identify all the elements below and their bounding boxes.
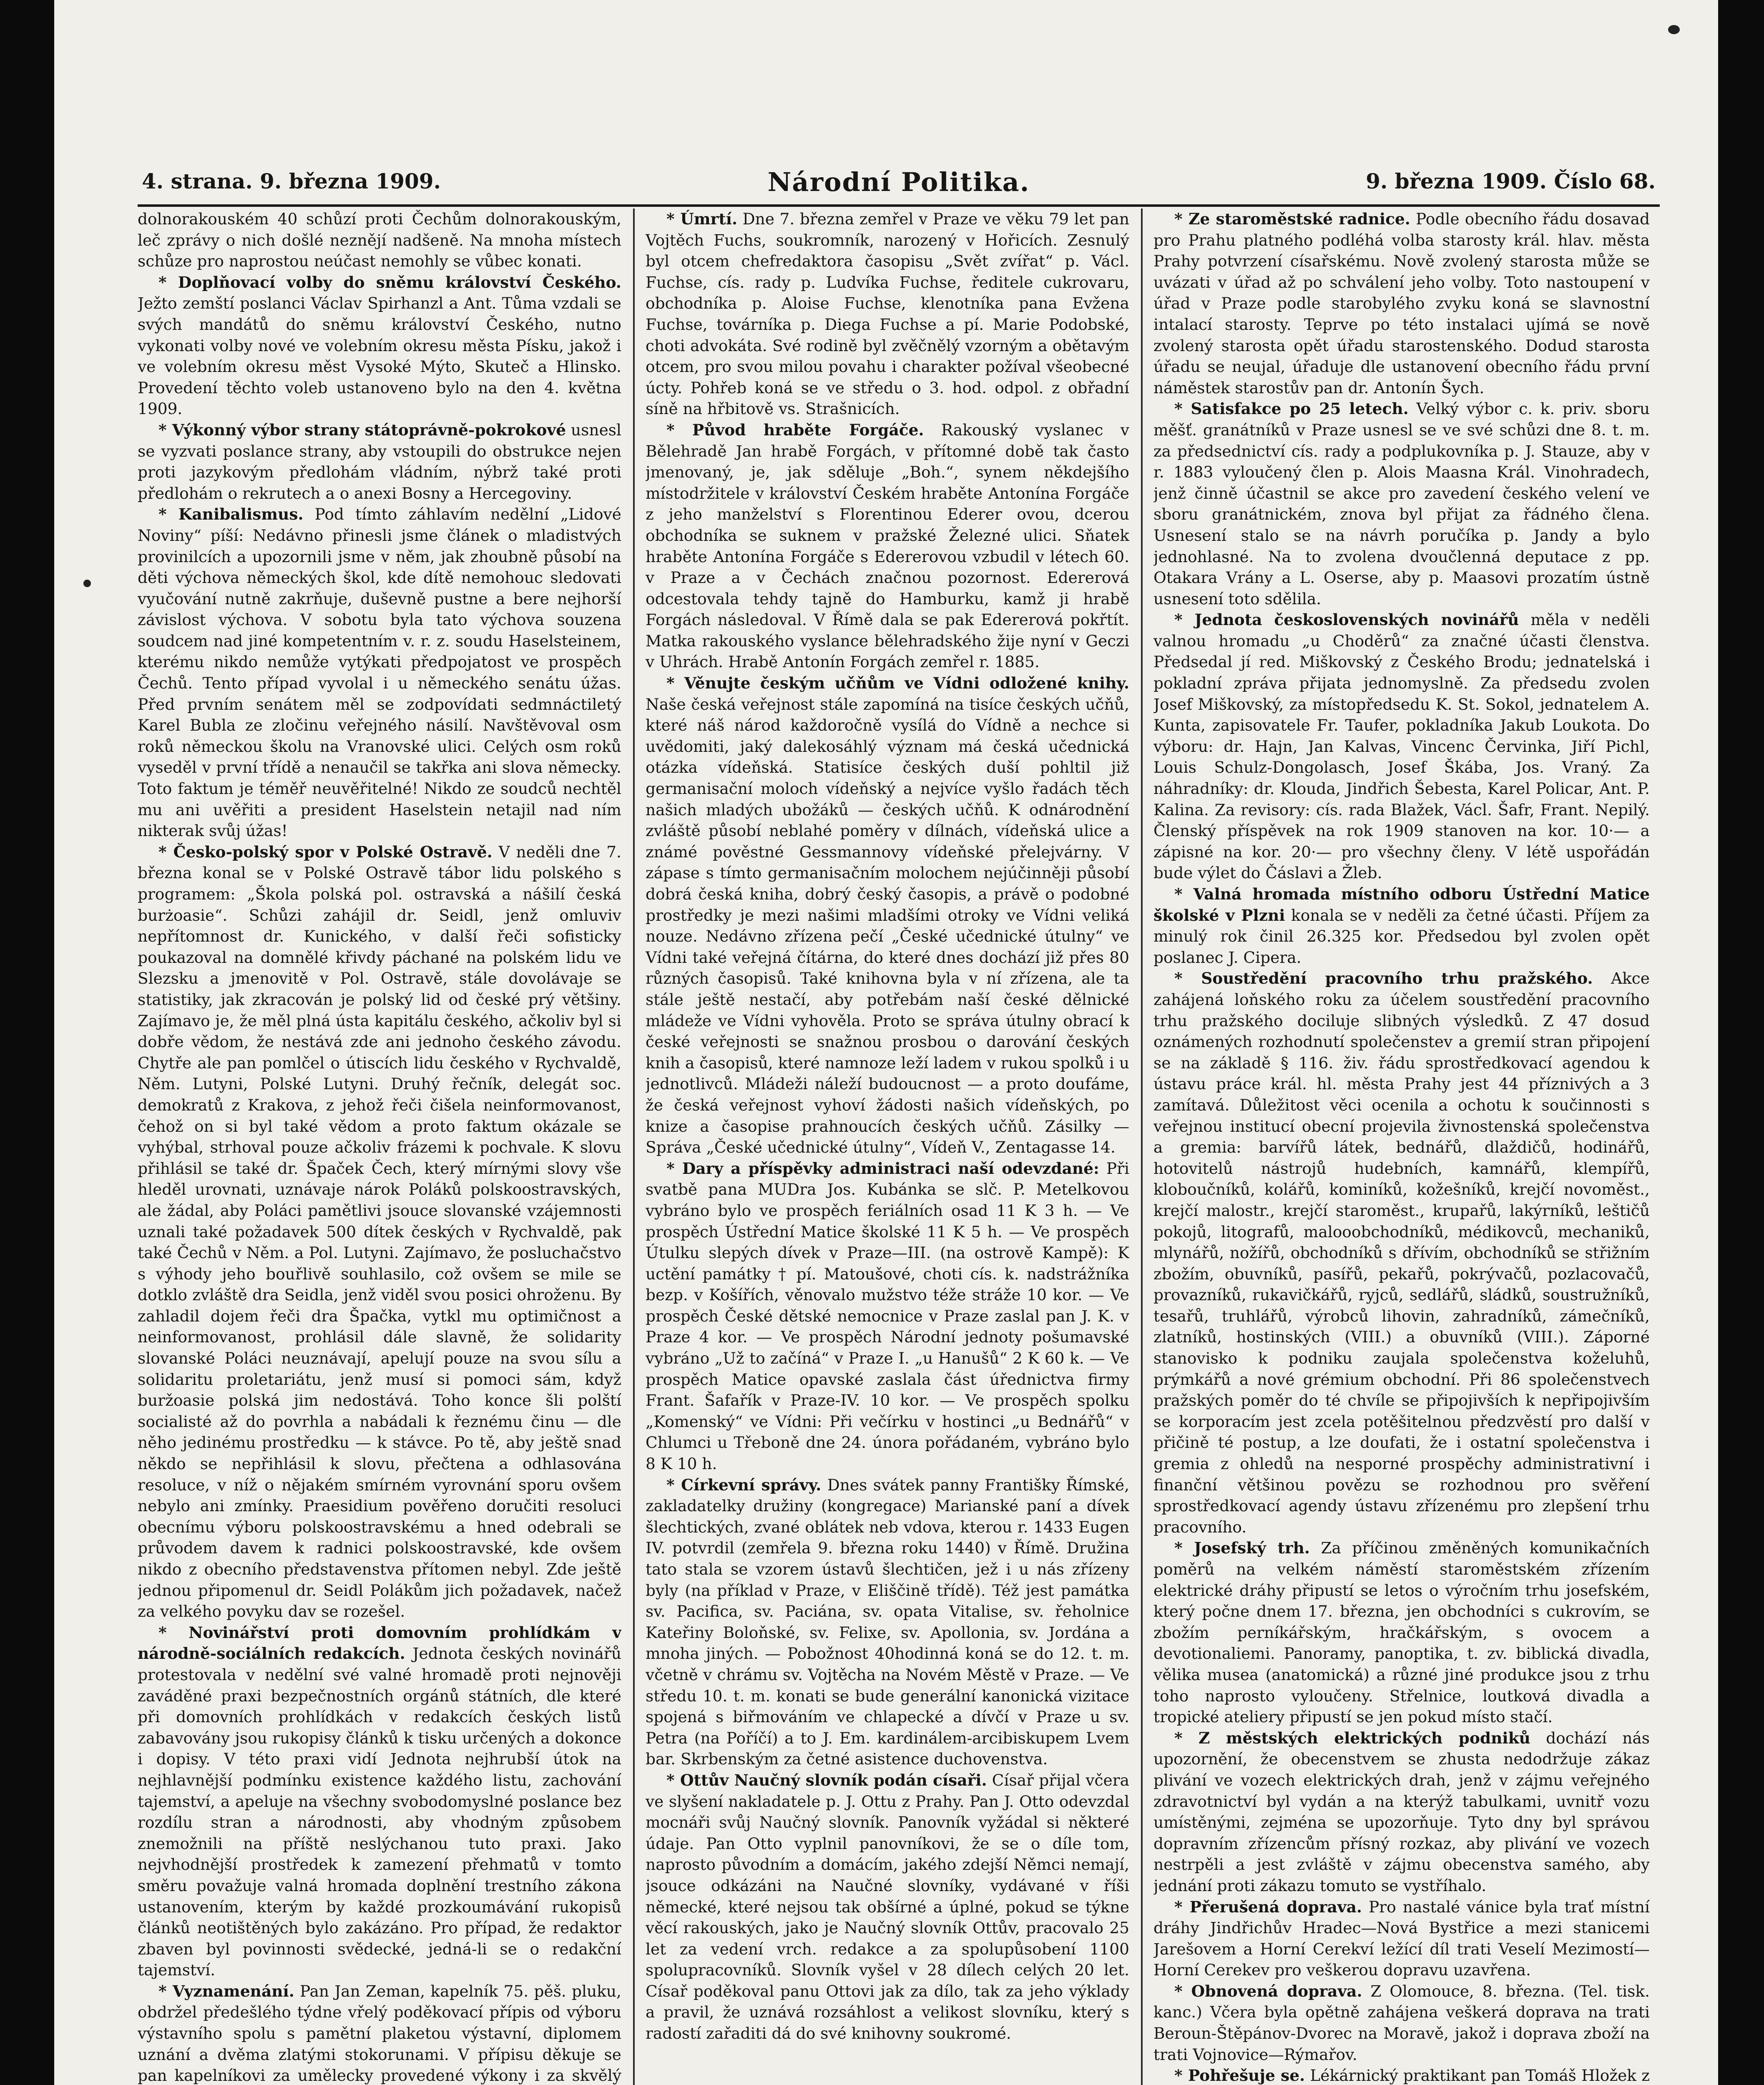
- news-item: [1153, 609, 1650, 884]
- news-item-heading: * Dary a příspěvky administraci naší odevzdané:: [666, 1159, 1099, 1178]
- news-item: [138, 1622, 621, 1981]
- news-item: [1153, 208, 1650, 398]
- news-item: [138, 208, 621, 272]
- news-item-text: Naše česká veřejnost stále zapomíná na tisíce českých učňů, které náš národ každoročně vysílá do Vídně a nechce si uvědomiti, jaký dalekosáhlý význam má česká učednická otázka vídeňská. Statisíce českých duší pohltil již germanisační moloch vídeňský a nejvíce vyšlo řadách těch našich mladých ubožáků — českých učňů. K odnárodnění zvláště působí neblahé poměry v dílnách, vídeňská ulice a známé pověstné Gessmannovy vídeňské přelejvárny. V zápase s tímto germanisačním molochem nejúčinněji působí dobrá česká kniha, dobrý český časopis, a právě o podobné prostředky je mezi našimi mladšími otroky ve Vídni veliká nouze. Nedávno zřízena pečí „České učednické útulny“ ve Vídni také veřejná čítárna, do které dnes dochází již přes 80 různých časopisů. Také knihovna byla v ní zřízena, ale ta stále ještě nestačí, aby potřebám naší české dělnické mládeže ve Vídni vyhověla. Proto se správa útulny obrací k české veřejnosti se snažnou prosbou o darování českých knih a časopisů, které namnoze leží ladem v rukou spolků i u jednotlivců. Mládeži náleží budoucnost — a proto doufáme, že česká veřejnost vyhoví žádosti našich vídeňských, po knize a časopise prahnoucích českých učňů. Zásilky — Správa „České učednické útulny“, Vídeň V., Zentagasse 14.: [646, 695, 1129, 1157]
- news-item: [1153, 1897, 1650, 1981]
- column-3: [1153, 208, 1650, 2085]
- news-item-text: V neděli dne 7. března konal se v Polské Ostravě tábor lidu polského s programem: „Škola polská pol. ostravská a nášilí česká burżoasie“. Schůzi zahájil dr. Seidl, jenž omluviv nepřítomnost dr. Kunického, v další řeči sofisticky poukazoval na domnělé křivdy páchané na polském lidu ve Slezsku a jmenovitě v Pol. Ostravě, stále dovolávaje se statistiky, jak zkracován je polský lid od české prý většiny. Zajímavo je, že měl plná ústa kapitálu českého, ačkoliv byl si dobře vědom, že nestává zde ani jednoho českého závodu. Chytře ale pan pomlčel o útiscích lidu českého v Rychvaldě, Něm. Lutyni, Polské Lutyni. Druhý řečník, delegát soc. demokratů z Krakova, z jehož řeči čišela neinformovanost, čehož on si byl také vědom a proto faktum okázale se vyhýbal, strhoval pouze ačkoliv frázemi k pochvale. K slovu přihlásil se také dr. Špaček Čech, který mírnými slovy vše hleděl urovnati, uznávaje nárok Poláků polskoostravských, ale žádal, aby Poláci pamětlivi jsouce slovanské vzájemnosti uznali také požadavek 500 dítek českých v Rychvaldě, pak také Čechů v Něm. a Pol. Lutyni. Zajímavo, že posluchačstvo s výhody jeho bouřlivě souhlasilo, což ovšem se mile se dotklo zvláště dra Seidla, jenž viděl svou posici ohroženu. By zahladil dojem řeči dra Špačka, vytkl mu optimičnost a neinformovanost, prohlásil dále slavně, že solidarity slovanské Poláci neuznávají, apelují pouze na svou sílu a solidaritu proletariátu, jenž musí si pomoci sám, když buržoasie polská jim nedostává. Toho konce šli polští socialisté až do povrhla a nabádali k řeznému činu — dle něho jedinému prostředku — k stávce. Po tě, aby ještě snad někdo se nepřihlásil k slovu, přečtena a odhlasována resoluce, v níž o nějakém smírném vyrovnání sporu ovšem nebylo ani zmínky. Praesidium pověřeno doručiti resoluci obecnímu výboru polskoostravskému a hned odebrali se průvodem davem k radnici polskoostravské, kde ovšem nikdo z obecního představenstva přítomen nebyl. Zde ještě jednou připomenul dr. Seidl Polákům jich požadavek, načež za velkého povyku dav se rozešel.: [138, 842, 621, 1621]
- news-item-heading: * Ze staroměstské radnice.: [1174, 210, 1410, 228]
- news-item: [138, 1981, 621, 2085]
- news-item: [1153, 1981, 1650, 2065]
- news-item-text: Akce zahájená loňského roku za účelem soustředění pracovního trhu pražského dociluje slibných výsledků. Z 47 dosud oznámených rozhodnutí společenstev a gremií stran připojení se na základě § 116. živ. řádu sprostředkovací agendou k ústavu práce král. hl. města Prahy jest 44 příznivých a 3 zamítavá. Důležitost věci ocenila a ochotu k součinnosti s veřejnou institucí obecní projevila živnostenská společenstva a gremia: barvířů látek, bednářů, dlaždičů, hodinářů, hotovitelů nástrojů hudebních, kamnářů, klempířů, kloboučníků, kolářů, kominíků, kožešníků, krejčí novoměst., krejčí malostr., krejčí staroměst., krupařů, lakýrníků, leštičů pokojů, litografů, malooobchodníků, médikovců, mechaniků, mlynářů, nožířů, obchodníků s dřívím, obchodníků se střižním zbožím, obuvníků, pasířů, pekařů, pokrývačů, pozlacovačů, provazníků, rukavičkářů, ryjců, sedlářů, sládků, soustružníků, tesařů, truhlářů, výrobců lihovin, zahradníků, zámečníků, zlatníků, hostinských (VIII.) a obuvníků (VIII.). Záporné stanovisko k podniku zaujala společenstva koželuhů, prýmkářů a nové grémium obchodní. Při 86 společenstvech pražských poměr do té chvíle se připojivších k nepřipojivším se korporacím jest zcela potěšitelnou předzvěstí pro další v přičině té postup, a lze doufati, že i ostatní společenstva i gremia z ohledů na nesporné prospěchy administrativní i finanční většinou povězu se rozhodnou pro svěření sprostředkovací agendy ústavu zřízenému pro zlepšení trhu pracovního.: [1153, 969, 1650, 1536]
- newspaper-page: [54, 0, 1718, 2085]
- news-item: [1153, 884, 1650, 968]
- news-item-heading: * Česko-polský spor v Polské Ostravě.: [158, 842, 493, 861]
- news-item-heading: * Novinářství proti domovním prohlídkám v národně-sociálních redakcích.: [138, 1623, 621, 1663]
- news-item-text: dolnorakouském 40 schůzí proti Čechům dolnorakouským, leč zprávy o nich došlé neznějí nadšeně. Na mnoha místech schůze pro naprostou neúčast nemohly se vůbec konati.: [138, 210, 621, 271]
- news-item-heading: * Valná hromada místního odboru Ústřední Matice školské v Plzni: [1153, 885, 1650, 924]
- news-item-heading: * Obnovená doprava.: [1174, 1982, 1362, 2000]
- page-number-date: 4. strana. 9. března 1909.: [142, 169, 441, 193]
- news-item-text: Velký výbor c. k. priv. sboru měšť. granátníků v Praze usnesl se ve své schůzi dne 8. t. m. za předsednictví cís. rady a podplukovníka p. J. Stauze, aby v r. 1883 vyloučený člen p. Alois Maasna Král. Vinohradech, jenž činně účastnil se akce pro zavedení českého velení ve sboru granátnickém, znova byl přijat za řádného člena. Usnesení stalo se na návrh poručíka p. Jandy a bylo jednohlasné. Na to zvolena dvoučlenná deputace z pp. Otakara Vrány a L. Oserse, aby p. Maasovi prozatím ústně usnesení toto sdělila.: [1153, 399, 1650, 608]
- news-item: [646, 1158, 1129, 1475]
- column-divider: [1141, 208, 1143, 2085]
- news-item-heading: * Z městských elektrických podniků: [1174, 1728, 1530, 1747]
- news-item-text: Jednota českých novinářů protestovala v nedělní své valné hromadě proti nejnověji zaváděné praxi bezpečnostních orgánů státních, dle které při domovních prohlídkách v redakcích českých listů zabavovány jsou rukopisy článků k tisku určených a dokonce i dopisy. V této praxi vidí Jednota nejhrubší útok na nejhlavnější podmínku existence každého listu, zachování tajemství, a apeluje na všechny svobodomyslné poslance bez rozdílu stran a národnosti, aby vhodným způsobem znemožnili na příště neslýchanou tuto praxi. Jako nejvhodnější prostředek k zamezení přehmatů v tomto směru považuje valná hromada doplnění trestního zákona ustanovením, kterým by každé prozkoumávání rukopisů článků neotištěných bylo zakázáno. Pro případ, že redaktor zbaven byl povinnosti svědecké, jedná-li se o redakční tajemství.: [138, 1644, 621, 1979]
- news-item-text: Císař přijal včera ve slyšení nakladatele p. J. Ottu z Prahy. Pan J. Otto odevzdal mocnáři svůj Naučný slovník. Panovník vyžádal si některé údaje. Pan Otto vyplnil panovníkovi, že se o díle tom, naprosto původním a domácím, jakého zdejší Němci nemají, jsouce odkázáni na Naučné slovníky, vydávané v říši německé, které nejsou tak obšírné a úplné, pokud se týkne věcí rakouských, jako je Naučný slovník Ottův, pracovalo 25 let za vedení vrch. redakce a za spolupůsobení 1100 spolupracovníků. Slovník vyšel v 28 dílech celých 20 let. Císař poděkoval panu Ottovi jak za dílo, tak za jeho výklady a pravil, že uznává rozsáhlost a velikost slovníku, který s radostí zařaditi dá do své knihovny soukromé.: [646, 1771, 1129, 2043]
- news-item-text: usnesl se vyzvati poslance strany, aby vstoupili do obstrukce nejen proti jazykovým předlohám vládním, nýbrž také proti předlohám o rekrutech a o anexi Bosny a Hercegoviny.: [138, 420, 621, 502]
- masthead-title: Národní Politika.: [767, 167, 1030, 197]
- news-item-heading: * Jednota československých novinářů: [1174, 610, 1519, 629]
- speck: [83, 580, 91, 587]
- header-rule: [138, 204, 1660, 207]
- speck: [1668, 25, 1680, 34]
- column-1: [138, 208, 621, 2085]
- news-item-heading: * Josefský trh.: [1174, 1539, 1310, 1557]
- news-item: [138, 842, 621, 1622]
- news-item-heading: * Satisfakce po 25 letech.: [1174, 399, 1409, 418]
- news-item-text: Rakouský vyslanec v Bělehradě Jan hrabě Forgách, v přítomné době tak často jmenovaný, je, jak sděluje „Boh.“, synem někdejšího místodržitele v království Českém hraběte Antonína Forgáče z jeho manželství s Florentinou Ederer ovou, dcerou obchodníka se suknem v pražské Železné ulici. Sňatek hraběte Antonína Forgáče s Edererovou vzbudil v létech 60. v Praze a v Čechách značnou pozornost. Edererová odcestovala tehdy tajně do Hamburku, kamž ji hrabě Forgách následoval. V Římě dala se pak Edererová pokřtít. Matka rakouského vyslance bělehradského žije nyní v Geczi v Uhrách. Hrabě Antonín Forgách zemřel r. 1885.: [646, 420, 1129, 671]
- news-item-text: Pro nastalé vánice byla trať místní dráhy Jindřichův Hradec—Nová Bystřice a mezi stanicemi Jarešovem a Horní Cerekví ležící díl trati Veselí Mezimostí—Horní Cerekev pro veškerou dopravu uzavřena.: [1153, 1897, 1650, 1979]
- news-item: [138, 420, 621, 504]
- news-item: [646, 1475, 1129, 1770]
- news-item-heading: * Přerušená doprava.: [1174, 1897, 1362, 1916]
- news-item-text: měla v neděli valnou hromadu „u Choděrů“ za značné účasti členstva. Předsedal jí red. Miškovský z Českého Brodu; jednatelská i pokladní zpráva přijata jednomyslně. Za předsedu zvolen Josef Miškovský, za místopředsedu K. St. Sokol, jednatelem A. Kunta, zapisovatele Fr. Taufer, pokladníka Jakub Loukota. Do výboru: dr. Hajn, Jan Kalvas, Vincenc Červinka, Jiří Pichl, Louis Schulz-Dongolasch, Josef Škába, Jos. Vraný. Za náhradníky: dr. Klouda, Jindřich Šebesta, Karel Policar, Ant. P. Kalina. Za revisory: cís. rada Blažek, Václ. Šafr, Frant. Nepilý. Členský příspěvek na rok 1909 stanoven na kor. 10·— a zápisné na kor. 20·— pro všechny členy. V létě uspořádán bude výlet do Čáslavi a Žleb.: [1153, 610, 1650, 882]
- news-item-text: Při svatbě pana MUDra Jos. Kubánka se slč. P. Metelkovou vybráno bylo ve prospěch feriálních osad 11 K 3 h. — Ve prospěch Ústřední Matice školské 11 K 5 h. — Ve prospěch Útulku slepých dívek v Praze—III. (na ostrově Kampě): K uctění památky † pí. Matoušové, choti cís. k. nadstrážníka bezp. v Košířích, věnovalo mužstvo téže stráže 10 kor. — Ve prospěch České dětské nemocnice v Praze zaslal pan J. K. v Praze 4 kor. — Ve prospěch Národní jednoty pošumavské vybráno „Už to začíná“ v Praze I. „u Hanušů“ 2 K 60 k. — Ve prospěch Matice opavské zaslala část úřednictva firmy Frant. Šafařík v Praze-IV. 10 kor. — Ve prospěch spolku „Komenský“ ve Vídni: Při večírku v hostinci „u Bednářů“ v Chlumci u Třeboně dne 24. února pořádaném, vybráno bylo 8 K 10 h.: [646, 1159, 1129, 1473]
- column-divider: [633, 208, 635, 2085]
- news-item: [1153, 968, 1650, 1537]
- news-item-text: Ježto zemští poslanci Václav Spirhanzl a Ant. Tůma vzdali se svých mandátů do sněmu království Českého, nutno vykonati volby nové ve volebním okresu města Písku, jakož i ve volebním okresu měst Vysoké Mýto, Skuteč a Hlinsko. Provedení těchto voleb ustanoveno bylo na den 4. května 1909.: [138, 294, 621, 418]
- news-item: [646, 1770, 1129, 2044]
- news-item-text: Podle obecního řádu dosavad pro Prahu platného podléhá volba starosty král. hlav. města Prahy potvrzení císařskému. Nově zvolený starosta může se uvázati v úřad až po schválení jeho volby. Toto nastoupení v úřad v Praze podle starobylého zvyku koná se slavnostní intalací starosty. Teprve po této instalaci ujímá se nově zvolený starosta opět úřadu starostenského. Dodud starosta úřadu se neujal, úřaduje dle ustanovení obecního řádu první náměstek starostův pan dr. Antonín Šych.: [1153, 210, 1650, 397]
- news-item-text: Za příčinou změněných komunikačních poměrů na velkém náměstí staroměstském zřízením elektrické dráhy připustí se letos o výročním trhu josefském, který počne dnem 17. března, jen obchodníci s cukrovím, se zbožím perníkářským, hračkářským, s ovocem a devotionaliemi. Panoramy, panoptika, t. zv. biblická divadla, vělika musea (anatomická) a různé jiné produkce jsou z trhu toho naprosto vyloučeny. Střelnice, loutková divadla a tropické ateliery připustí se jen pokud místo stačí.: [1153, 1539, 1650, 1726]
- news-item-text: Dnes svátek panny Františky Římské, zakladatelky družiny (kongregace) Marianské paní a dívek šlechtických, zvané oblátek neb vdova, kterou r. 1433 Eugen IV. potvrdil (zemřela 9. března roku 1440) v Římě. Družina tato stala se vzorem ústavů šlechtičen, jež i u nás zřízeny byly (na příklad v Praze, v Eliščině třídě). Též jest památka sv. Pacifica, sv. Paciána, sv. opata Vitalise, sv. řeholnice Kateřiny Boloňské, sv. Felixe, sv. Apollonia, sv. Jordána a mnoha jiných. — Pobožnost 40hodinná koná se do 12. t. m. včetně v chrámu sv. Vojtěcha na Novém Městě v Praze. — Ve středu 10. t. m. konati se bude generální kanonická vizitace spojená s biřmováním ve chlapecké a dívčí v Praze u sv. Petra (na Poříčí) a to J. Em. kardinálem-arcibiskupem Lvem bar. Skrbenským za četné asistence duchovenstva.: [646, 1475, 1129, 1768]
- news-item-text: Z Olomouce, 8. března. (Tel. tisk. kanc.) Včera byla opětně zahájena veškerá doprava na trati Beroun-Štěpánov-Dvorec na Moravě, jakož i doprava zboží na trati Vojnovice—Rýmařov.: [1153, 1982, 1650, 2064]
- news-item: [646, 420, 1129, 673]
- news-item: [1153, 398, 1650, 609]
- news-item-heading: * Soustředění pracovního trhu pražského.: [1174, 969, 1593, 988]
- news-item: [1153, 2065, 1650, 2085]
- news-item-heading: * Vyznamenání.: [158, 1982, 294, 2000]
- news-item-text: Dne 7. března zemřel v Praze ve věku 79 let pan Vojtěch Fuchs, soukromník, narozený v Hořicích. Zesnulý byl otcem chefredaktora časopisu „Svět zvířat“ p. Václ. Fuchse, cís. rady p. Ludvíka Fuchse, ředitele cukrovaru, obchodníka p. Aloise Fuchse, klenotníka pana Evžena Fuchse, továrníka p. Diega Fuchse a pí. Marie Podobské, choti advokáta. Své rodině byl zvěčnělý vzorným a obětavým otcem, pro svou milou povahu i charakter požíval všeobecné úcty. Pohřeb koná se ve středu o 3. hod. odpol. z obřadní síně na hřbitově vs. Strašnicích.: [646, 210, 1129, 418]
- news-item-heading: * Věnujte českým učňům ve Vídni odložené knihy.: [666, 674, 1129, 693]
- column-2: [646, 208, 1129, 2085]
- page-header: [142, 161, 1656, 202]
- news-item: [138, 272, 621, 420]
- news-item-heading: * Pohřešuje se.: [1174, 2066, 1305, 2085]
- news-item-text: Lékárnický praktikant pan Tomáš Hložek z: [1310, 2066, 1650, 2085]
- news-item-text: Pan Jan Zeman, kapelník 75. pěš. pluku, obdržel předešlého týdne vřelý poděkovací přípis od výboru výstavního spolu s pamětní plaketou výstavní, diplomem uznání a dvěma zlatými stokorunami. V přípisu děkuje se pan kapelníkovi za umělecky provedené výkony i za skvělý: [138, 1982, 621, 2085]
- news-item-text: konala se v neděli za četné účasti. Příjem za minulý rok činil 26.325 kor. Předsedou byl zvolen opět poslanec J. Cipera.: [1153, 906, 1650, 967]
- news-item: [1153, 1728, 1650, 1897]
- news-item-heading: * Církevní správy.: [666, 1475, 822, 1494]
- news-item: [646, 673, 1129, 1158]
- news-item-heading: * Úmrtí.: [666, 210, 738, 228]
- news-item-text: Pod tímto záhlavím nedělní „Lidové Noviny“ píší: Nedávno přinesli jsme článek o mladistvých provinilcích a upozornili jsme v něm, jak zhoubně působí na děti výchova německých škol, kde dítě nemohouc sledovati vyučování nutně zakrňuje, duševně pustne a bere nejhorší závislost výchova. V sobotu byla tato výchova souzena soudcem nad jiné kompetentním v. r. z. soudu Haselsteinem, kterému nikdo nemůže vytýkati předpojatost ve prospěch Čechů. Tento případ vyvolal i u německého senátu úžas. Před prvním senátem měl se zodpovídati sedmnáctiletý Karel Bubla ze zločinu veřejného násilí. Navštěvoval osm roků německou školu na Vranovské ulici. Celých osm roků vyseděl v první třídě a nenaučil se takřka ani slova německy. Toto faktum je téměř neuvěřitelné! Nikdo ze soudců nechtěl mu ani uvěřiti a president Haselstein netajil nad ním nikterak svůj úžas!: [138, 505, 621, 840]
- news-item-heading: * Výkonný výbor strany státoprávně-pokrokové: [158, 420, 566, 439]
- news-item: [138, 504, 621, 842]
- issue-date-number: 9. března 1909. Číslo 68.: [1366, 169, 1656, 193]
- news-item: [646, 208, 1129, 420]
- news-item: [1153, 1537, 1650, 1727]
- news-item-text: dochází nás upozornění, že obecenstvem se zhusta nedodržuje zákaz plivání ve vozech elektrických drah, jenž v zájmu veřejného zdravotnictví byl vydán a na kterýž tabulkami, uvnitř vozu umístěnými, zejména se upozorňuje. Tyto dny byl správou dopravním zřízencům přísný rozkaz, aby plivání ve vozech nestrpěli a jest zvláště v zájmu obecenstva samého, aby jednání proti zákazu tomuto se vystříhalo.: [1153, 1728, 1650, 1895]
- news-item-heading: * Ottův Naučný slovník podán císaři.: [666, 1771, 987, 1789]
- news-item-heading: * Původ hraběte Forgáče.: [666, 420, 924, 439]
- news-item-heading: * Doplňovací volby do sněmu království Českého.: [158, 273, 621, 291]
- news-item-heading: * Kanibalismus.: [158, 505, 304, 524]
